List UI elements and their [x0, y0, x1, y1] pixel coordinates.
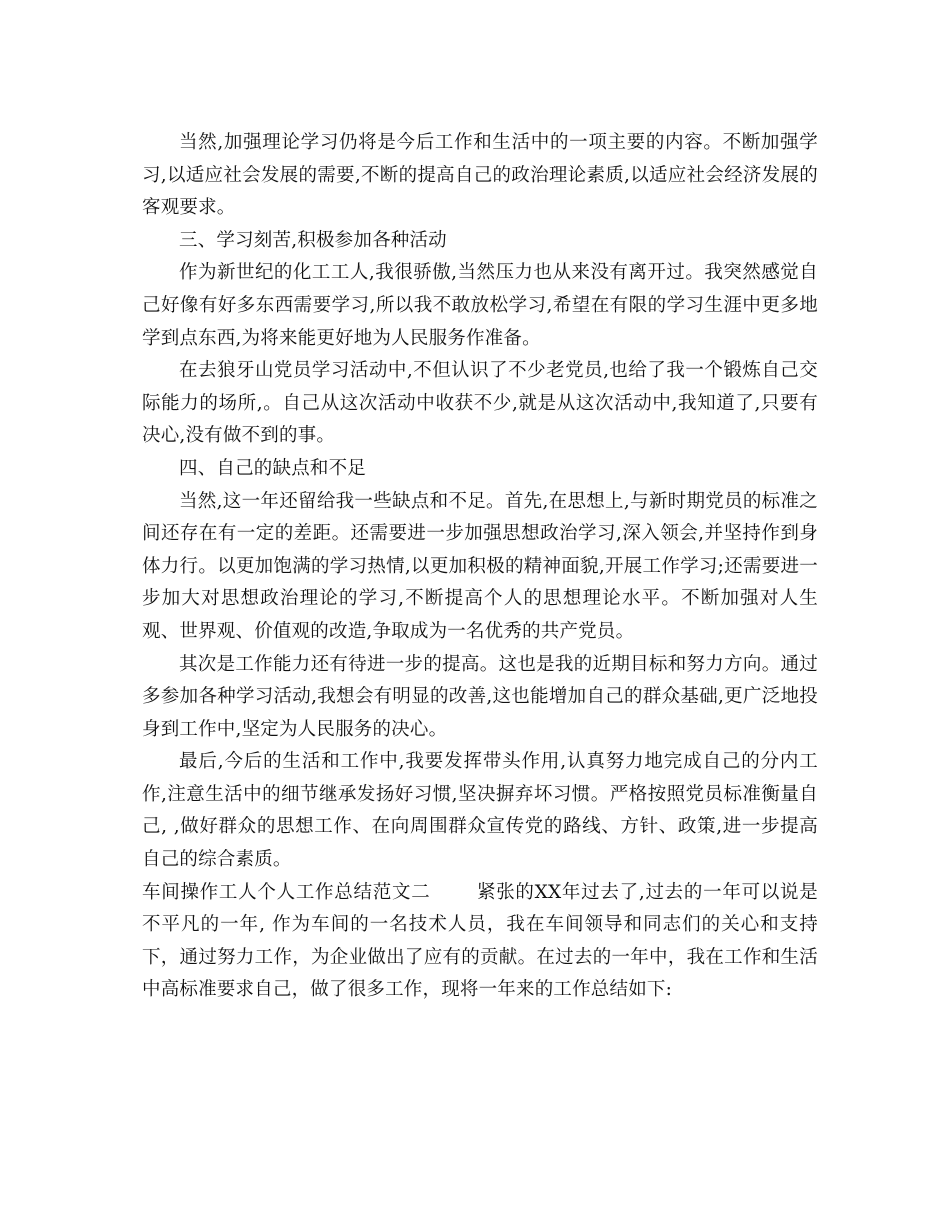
paragraph-shortcomings: 当然,这一年还留给我一些缺点和不足。首先,在思想上,与新时期党员的标准之间还存在有一定的差距。还需要进一步加强思想政治学习,深入领会,并坚持作到身体力行。以更加饱满的学习热情,以更加积极的精神面貌,开展工作学习;还需要进一步加大对思想政治理论的学习,不断提高个人的思想理论水平。不断加强对人生观、世界观、价值观的改造,争取成为一名优秀的共产党员。: [142, 490, 818, 642]
heading-section-four: 四、自己的缺点和不足: [179, 457, 367, 479]
paragraph-sample-two: [142, 877, 818, 1007]
sample-two-body: 紧张的XX年过去了,过去的一年可以说是不平凡的一年, 作为车间的一名技术人员，我在车间领导和同志们的关心和支持下，通过努力工作，为企业做出了应有的贡献。在过去的一年中，我在工作和生活中高标准要求自己，做了很多工作，现将一年来的工作总结如下:: [142, 881, 818, 1001]
sample-two-title: 车间操作工人个人工作总结范文二: [142, 881, 431, 903]
paragraph-work-ability: 其次是工作能力还有待进一步的提高。这也是我的近期目标和努力方向。通过多参加各种学习活动,我想会有明显的改善,这也能增加自己的群众基础,更广泛地投身到工作中,坚定为人民服务的决心。: [142, 653, 818, 740]
heading-section-three: 三、学习刻苦,积极参加各种活动: [179, 229, 447, 251]
paragraph-chemical-worker: 作为新世纪的化工工人,我很骄傲,当然压力也从来没有离开过。我突然感觉自己好像有好多东西需要学习,所以我不敢放松学习,希望在有限的学习生涯中更多地学到点东西,为将来能更好地为人民服务作准备。: [142, 262, 818, 349]
paragraph-langya-activity: 在去狼牙山党员学习活动中,不但认识了不少老党员,也给了我一个锻炼自己交际能力的场所,。自己从这次活动中收获不少,就是从这次活动中,我知道了,只要有决心,没有做不到的事。: [142, 360, 818, 447]
paragraph-theory-study: 当然,加强理论学习仍将是今后工作和生活中的一项主要的内容。不断加强学习,以适应社会发展的需要,不断的提高自己的政治理论素质,以适应社会经济发展的客观要求。: [142, 132, 818, 219]
document-body: [142, 127, 818, 1007]
paragraph-finally: 最后,今后的生活和工作中,我要发挥带头作用,认真努力地完成自己的分内工作,注意生活中的细节继承发扬好习惯,坚决摒弃坏习惯。严格按照党员标准衡量自己, ,做好群众的思想工作、在向周围群众宣传党的路线、方针、政策,进一步提高自己的综合素质。: [142, 751, 818, 871]
